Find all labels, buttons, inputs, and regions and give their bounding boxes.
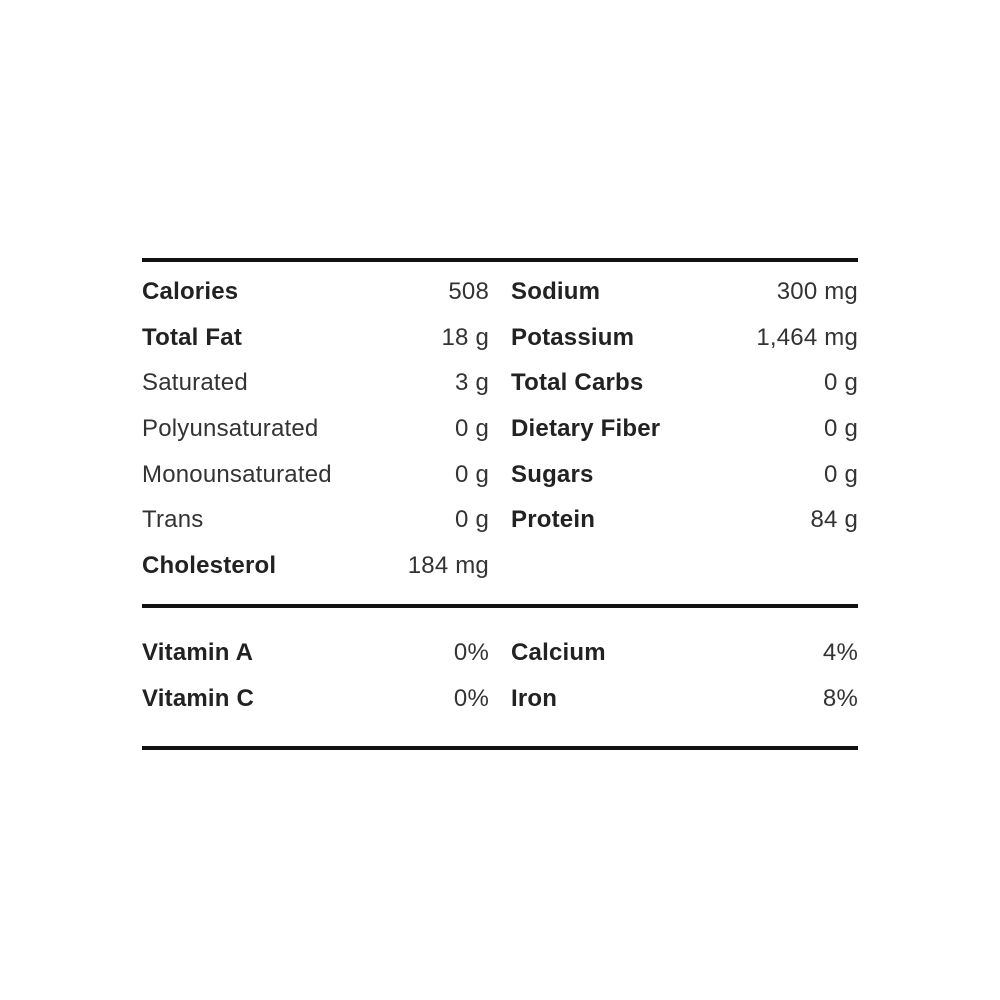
vitamin-value: 4% [822,638,858,666]
vitamins-right-column [511,639,858,730]
nutrient-row-sugars [511,461,858,507]
nutrient-row-sodium [511,278,858,324]
nutrient-row-dietary-fiber [511,415,858,461]
nutrient-label: Sugars [511,460,594,488]
nutrient-value: 300 mg [776,278,858,305]
vitamin-label: Vitamin C [142,684,255,712]
nutrient-row-protein [511,506,858,552]
nutrient-value: 18 g [441,323,489,351]
vitamins-section [142,608,858,746]
nutrient-label: Calories [142,278,239,305]
nutrient-label: Dietary Fiber [511,415,661,443]
nutrient-label: Sodium [511,278,601,305]
vitamin-row-vitamin-a [142,639,489,685]
nutrient-row-calories [142,278,489,324]
vitamin-value: 0% [453,684,489,712]
vitamin-label: Iron [511,684,558,712]
nutrient-value: 3 g [455,369,489,397]
nutrient-row-cholesterol [142,552,489,598]
nutrients-right-column [511,278,858,598]
nutrient-row-polyunsaturated [142,415,489,461]
nutrient-label: Polyunsaturated [142,415,319,443]
nutrient-label: Saturated [142,369,248,397]
nutrient-value: 0 g [455,460,489,488]
nutrient-row-total-carbs [511,369,858,415]
nutrient-value: 0 g [824,460,858,488]
nutrient-label: Monounsaturated [142,460,332,488]
vitamin-value: 0% [453,638,489,666]
nutrient-value: 0 g [824,369,858,397]
nutrient-label: Trans [142,506,204,534]
bottom-divider [142,746,858,750]
nutrient-label: Total Fat [142,323,243,351]
nutrient-row-monounsaturated [142,461,489,507]
nutrient-value: 0 g [455,415,489,443]
nutrient-label: Potassium [511,323,635,351]
nutrient-value: 0 g [824,415,858,443]
vitamins-left-column [142,639,489,730]
nutrient-value: 508 [448,278,489,305]
nutrient-row-trans [142,506,489,552]
nutrient-value: 84 g [810,506,858,534]
nutrient-row-potassium [511,324,858,370]
nutrient-value: 1,464 mg [756,323,858,351]
vitamin-value: 8% [822,684,858,712]
nutrient-value: 184 mg [407,552,489,580]
vitamin-row-calcium [511,639,858,685]
nutrition-facts-panel [142,258,858,750]
nutrient-row-total-fat [142,324,489,370]
nutrient-label: Total Carbs [511,369,644,397]
nutrients-left-column [142,278,489,598]
vitamin-label: Vitamin A [142,638,254,666]
nutrient-label: Cholesterol [142,552,277,580]
vitamin-row-iron [511,685,858,731]
nutrient-value: 0 g [455,506,489,534]
vitamin-label: Calcium [511,638,606,666]
nutrient-label: Protein [511,506,596,534]
nutrients-section [142,262,858,604]
vitamin-row-vitamin-c [142,685,489,731]
nutrient-row-saturated [142,369,489,415]
